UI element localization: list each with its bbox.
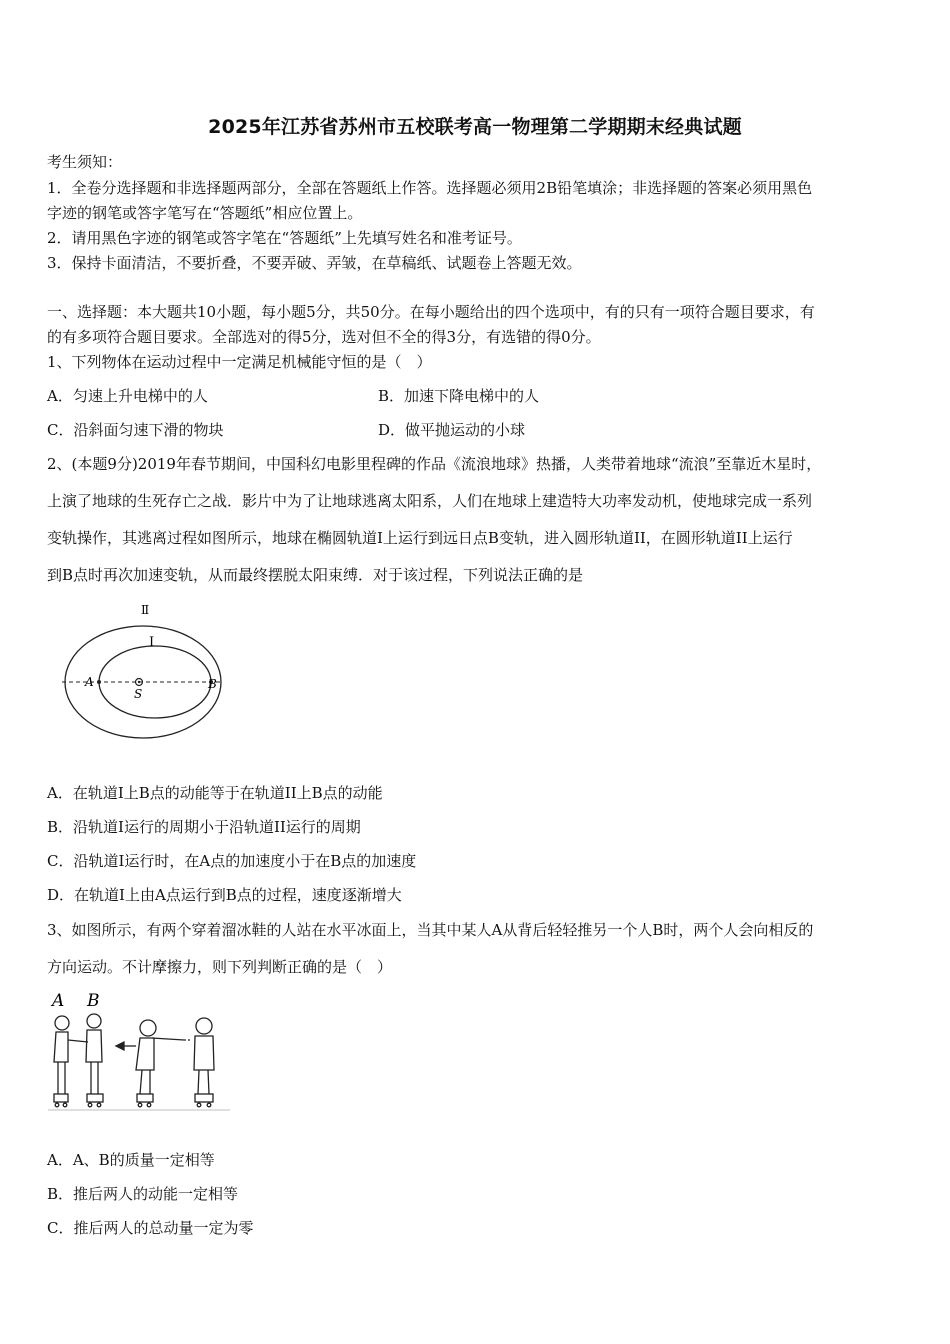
q3-option-c: C．推后两人的总动量一定为零 [47,1219,254,1237]
notice-item-3: 3．保持卡面清洁，不要折叠，不要弄破、弄皱，在草稿纸、试题卷上答题无效。 [47,254,582,272]
label-orbit-ii: Ⅱ [141,603,150,617]
q2-stem-line2: 上演了地球的生死存亡之战．影片中为了让地球逃离太阳系，人们在地球上建造特大功率发动机，使地球完成一系列 [47,492,813,510]
notice-heading: 考生须知： [47,153,123,171]
label-skater-b: B [87,991,100,1011]
q1-option-c: C．沿斜面匀速下滑的物块 [47,421,224,439]
q2-option-c: C．沿轨道I运行时，在A点的加速度小于在B点的加速度 [47,852,417,870]
q1-option-a: A．匀速上升电梯中的人 [47,387,208,405]
label-b: B [208,677,217,691]
label-a: A [85,675,94,689]
q3-stem-line2: 方向运动。不计摩擦力，则下列判断正确的是（ ） [47,958,393,976]
skater-a-after [136,1020,184,1107]
section-heading-line2: 的有多项符合题目要求。全部选对的得5分，选对但不全的得3分，有选错的得0分。 [47,328,601,346]
label-s: S [134,687,143,701]
q3-option-b: B．推后两人的动能一定相等 [47,1185,239,1203]
label-orbit-i: I [149,635,155,650]
q1-stem: 1、下列物体在运动过程中一定满足机械能守恒的是（ ） [47,353,432,371]
label-skater-a: A [52,991,65,1011]
motion-arrow [116,1042,136,1050]
notice-item-1-cont: 字迹的钢笔或答字笔写在“答题纸”相应位置上。 [47,204,363,222]
q2-stem-line1: 2、(本题9分)2019年春节期间，中国科幻电影里程碑的作品《流浪地球》热播，人类带着地球“流浪”至靠近木星时， [47,455,822,473]
q1-option-d: D．做平抛运动的小球 [378,421,526,439]
point-a-dot [97,680,101,684]
notice-item-1: 1．全卷分选择题和非选择题两部分，全部在答题纸上作答。选择题必须用2B铅笔填涂；非选择题的答案必须用黑色 [47,179,813,197]
q2-stem-line4: 到B点时再次加速变轨，从而最终摆脱太阳束缚．对于该过程，下列说法正确的是 [47,566,584,584]
orbit-diagram [48,600,238,740]
skaters-illustration [44,990,234,1115]
page-title: 2025年江苏省苏州市五校联考高一物理第二学期期末经典试题 [208,116,742,138]
q2-option-d: D．在轨道I上由A点运行到B点的过程，速度逐渐增大 [47,886,402,904]
skater-a-before [54,1016,88,1107]
section-heading-line1: 一、选择题：本大题共10小题，每小题5分，共50分。在每小题给出的四个选项中，有的只有一项符合题目要求，有 [47,303,815,321]
skater-b-after [184,1018,214,1107]
q2-option-b: B．沿轨道I运行的周期小于沿轨道II运行的周期 [47,818,361,836]
q3-option-a: A．A、B的质量一定相等 [47,1151,215,1169]
q1-option-b: B．加速下降电梯中的人 [378,387,540,405]
sun-center-dot [138,681,140,683]
q2-stem-line3: 变轨操作，其逃离过程如图所示，地球在椭圆轨道I上运行到远日点B变轨，进入圆形轨道II，在圆形轨道II上运行 [47,529,793,547]
notice-item-2: 2．请用黑色字迹的钢笔或答字笔在“答题纸”上先填写姓名和准考证号。 [47,229,522,247]
q2-option-a: A．在轨道I上B点的动能等于在轨道II上B点的动能 [47,784,383,802]
skater-b-before [86,1014,103,1107]
q3-stem-line1: 3、如图所示，有两个穿着溜冰鞋的人站在水平冰面上，当其中某人A从背后轻轻推另一个人B时，两个人会向相反的 [47,921,814,939]
